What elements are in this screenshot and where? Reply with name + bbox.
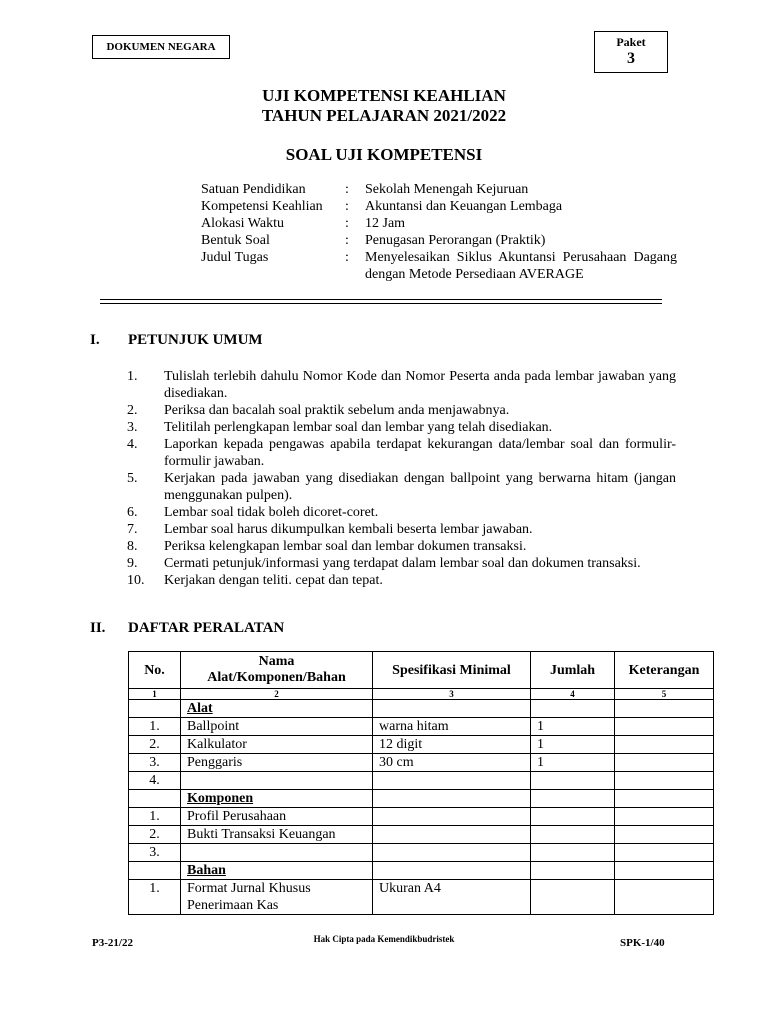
list-item [127,555,676,572]
title-line-2: TAHUN PELAJARAN 2021/2022 [261,106,507,125]
title-line-3: SOAL UJI KOMPETENSI [285,145,483,164]
table-cell-no [129,700,181,718]
list-item-text: Telitilah perlengkapan lembar soal dan lembar yang telah disediakan. [164,420,553,435]
column-header: Jumlah [531,652,615,689]
section-title: DAFTAR PERALATAN [128,620,285,636]
table-cell-name [181,700,373,718]
table-cell-spec [373,808,531,826]
table-header-row [129,652,714,689]
exam-info-block [201,181,677,283]
table-cell-note [615,718,714,736]
column-index: 3 [373,689,531,700]
table-cell-name [181,790,373,808]
list-item [127,402,676,419]
column-index: 5 [615,689,714,700]
table-cell-note [615,808,714,826]
table-cell-no [129,790,181,808]
table-cell-name: Profil Perusahaan [181,808,373,826]
table-cell-qty [531,790,615,808]
list-item-text: Laporkan kepada pengawas apabila terdapat kekurangan data/lembar soal dan formulir-formulir jawaban. [164,437,676,469]
info-value: Akuntansi dan Keuangan Lembaga [365,199,563,214]
list-item [127,419,676,436]
table-category-row [129,790,714,808]
table-category-row [129,862,714,880]
info-key: Satuan Pendidikan [201,182,306,197]
section-heading-1 [90,332,390,350]
column-header: No. [129,652,181,689]
table-cell-qty [531,808,615,826]
list-item-number: 1. [127,369,138,384]
table-cell-no: 1. [129,808,181,826]
list-item-text: Kerjakan dengan teliti. cepat dan tepat. [164,573,383,588]
table-cell-note [615,862,714,880]
category-label: Komponen [187,791,254,806]
document-classification-badge: DOKUMEN NEGARA [92,35,230,59]
table-cell-no: 2. [129,826,181,844]
list-item-number: 10. [127,573,145,588]
list-item-text: Periksa dan bacalah soal praktik sebelum anda menjawabnya. [164,403,510,418]
instructions-list [127,368,676,589]
list-item-number: 7. [127,522,138,537]
column-index: 4 [531,689,615,700]
table-row [129,844,714,862]
info-separator: : [345,233,349,248]
table-cell-qty [531,880,615,915]
list-item [127,470,676,504]
table-row [129,772,714,790]
table-cell-no: 2. [129,736,181,754]
section-title: PETUNJUK UMUM [128,332,263,348]
table-cell-qty [531,862,615,880]
table-cell-spec [373,826,531,844]
info-value: Penugasan Perorangan (Praktik) [365,233,546,248]
category-label: Bahan [187,863,226,878]
table-cell-qty: 1 [531,736,615,754]
table-cell-qty [531,826,615,844]
column-index: 1 [129,689,181,700]
category-label: Alat [187,701,213,716]
table-cell-spec: 12 digit [373,736,531,754]
equipment-table [128,651,714,915]
table-cell-spec [373,862,531,880]
table-cell-qty [531,700,615,718]
list-item [127,521,676,538]
info-key: Kompetensi Keahlian [201,199,323,214]
table-cell-spec: 30 cm [373,754,531,772]
table-cell-note [615,880,714,915]
column-index-row [129,689,714,700]
list-item-text: Periksa kelengkapan lembar soal dan lembar dokumen transaksi. [164,539,527,554]
list-item [127,436,676,470]
table-cell-note [615,826,714,844]
info-separator: : [345,216,349,231]
table-cell-spec [373,790,531,808]
table-cell-spec [373,772,531,790]
list-item-text: Lembar soal tidak boleh dicoret-coret. [164,505,379,520]
table-cell-no: 3. [129,844,181,862]
column-header: Spesifikasi Minimal [373,652,531,689]
info-separator: : [345,250,349,265]
title-line-1: UJI KOMPETENSI KEAHLIAN [262,86,506,105]
list-item-number: 3. [127,420,138,435]
table-cell-qty [531,844,615,862]
list-item-number: 2. [127,403,138,418]
table-row [129,718,714,736]
section-number: I. [90,332,100,348]
list-item [127,368,676,402]
info-value: 12 Jam [365,216,406,231]
info-row [201,232,677,249]
table-cell-name [181,862,373,880]
table-cell-spec: warna hitam [373,718,531,736]
info-row [201,198,677,215]
info-value: Sekolah Menengah Kejuruan [365,182,529,197]
list-item [127,538,676,555]
table-cell-no: 1. [129,718,181,736]
table-cell-no: 1. [129,880,181,915]
list-item-number: 6. [127,505,138,520]
table-cell-note [615,754,714,772]
divider-line [100,299,662,300]
footer-right: SPK-1/40 [620,937,665,949]
footer-left: P3-21/22 [92,937,133,949]
table-cell-name [181,772,373,790]
list-item-number: 4. [127,437,138,452]
info-separator: : [345,182,349,197]
section-heading-2 [90,620,390,638]
list-item-text: Cermati petunjuk/informasi yang terdapat dalam lembar soal dan dokumen transaksi. [164,556,641,571]
column-header-name: Nama Alat/Komponen/Bahan [207,654,346,685]
info-key: Alokasi Waktu [201,216,284,231]
column-header: Keterangan [615,652,714,689]
list-item-text: Lembar soal harus dikumpulkan kembali beserta lembar jawaban. [164,522,533,537]
table-cell-spec [373,700,531,718]
table-cell-qty [531,772,615,790]
list-item [127,572,676,589]
table-cell-name: Bukti Transaksi Keuangan [181,826,373,844]
paket-box [594,31,668,73]
info-row [201,215,677,232]
list-item-number: 5. [127,471,138,486]
list-item-number: 8. [127,539,138,554]
table-cell-name [181,844,373,862]
table-row [129,808,714,826]
table-cell-no [129,862,181,880]
column-header [181,652,373,689]
table-cell-name: Kalkulator [181,736,373,754]
section-number: II. [90,620,106,636]
table-row [129,736,714,754]
table-cell-no: 3. [129,754,181,772]
list-item-number: 9. [127,556,138,571]
table-cell-note [615,700,714,718]
table-cell-note [615,772,714,790]
table-cell-qty: 1 [531,754,615,772]
table-cell-note [615,736,714,754]
table-cell-note [615,790,714,808]
divider-line [100,303,662,304]
table-cell-note [615,844,714,862]
paket-number: 3 [627,50,635,67]
table-cell-no: 4. [129,772,181,790]
table-cell-qty: 1 [531,718,615,736]
list-item-text: Kerjakan pada jawaban yang disediakan dengan ballpoint yang berwarna hitam (jangan menggunakan pulpen). [164,471,676,503]
table-category-row [129,700,714,718]
info-key: Judul Tugas [201,250,269,265]
paket-label: Paket [616,35,646,49]
table-cell-spec: Ukuran A4 [373,880,531,915]
list-item [127,504,676,521]
info-separator: : [345,199,349,214]
table-row [129,880,714,915]
info-row [201,181,677,198]
table-cell-spec [373,844,531,862]
info-value: Menyelesaikan Siklus Akuntansi Perusahaan Dagang dengan Metode Persediaan AVERAGE [365,250,677,282]
table-cell-name: Format Jurnal Khusus Penerimaan Kas [181,880,373,915]
table-row [129,826,714,844]
table-cell-name: Ballpoint [181,718,373,736]
table-cell-name: Penggaris [181,754,373,772]
column-index: 2 [181,689,373,700]
table-row [129,754,714,772]
info-key: Bentuk Soal [201,233,270,248]
info-row [201,249,677,283]
footer-copyright: Hak Cipta pada Kemendikbudristek [313,934,455,944]
list-item-text: Tulislah terlebih dahulu Nomor Kode dan Nomor Peserta anda pada lembar jawaban yang disediakan. [164,369,676,401]
